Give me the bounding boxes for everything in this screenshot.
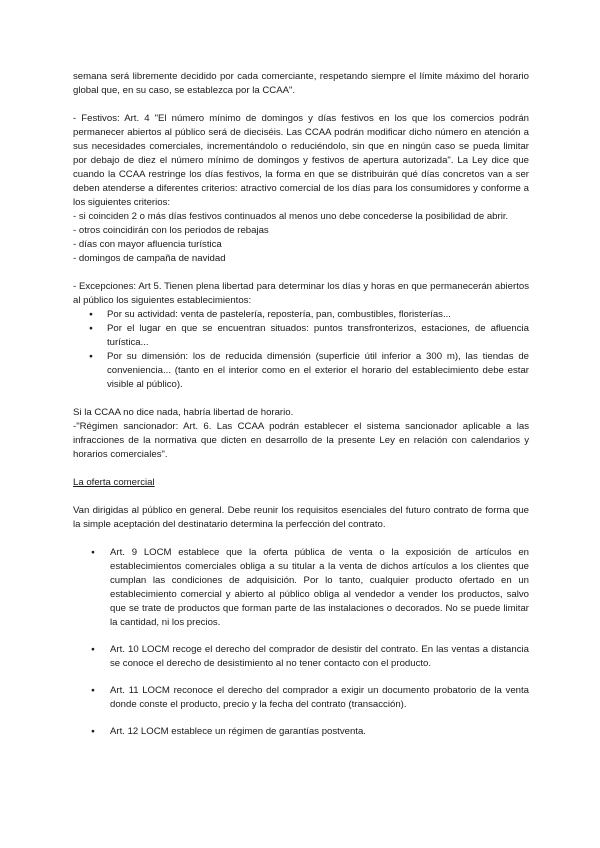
oferta-paragraph: Van dirigidas al público en general. Debe reunir los requisitos esenciales del futuro contrato de forma que la simple aceptación del destinatario determina la perfección del contrato. xyxy=(73,505,529,530)
criteria-item: - días con mayor afluencia turística xyxy=(73,239,222,250)
intro-paragraph: semana será libremente decidido por cada comerciante, respetando siempre el límite máximo del horario global que, en su caso, se establezca por la CCAA". xyxy=(73,71,529,96)
festivos-criteria-list xyxy=(73,210,529,266)
festivos-paragraph: - Festivos: Art. 4 "El número mínimo de domingos y días festivos en los que los comercios podrán permanecer abiertos al público será de dieciséis. Las CCAA podrán modificar dicho número en atención a sus necesidades comerciales, incrementándolo o reduciéndolo, sin que en ningún caso se pueda limitar por debajo de diez el número mínimo de domingos y festivos de apertura autorizada". La Ley dice que cuando la CCAA restringe los días festivos, la forma en que se distribuirán qué días concretos van a ser deben atenderse a diferentes criterios: atractivo comercial de los días para los consumidores y conforme a los siguientes criterios: xyxy=(73,113,529,208)
list-item: ● Por el lugar en que se encuentran situados: puntos transfronterizos, estaciones, de afluencia turística... xyxy=(73,322,529,350)
criteria-item: - otros coincidirán con los periodos de rebajas xyxy=(73,225,269,236)
list-item: ● Art. 10 LOCM recoge el derecho del comprador de desistir del contrato. En las ventas a distancia se conoce el derecho de desistimiento al no tener contacto con el producto. xyxy=(73,643,529,671)
list-item: ● Por su actividad: venta de pastelería, repostería, pan, combustibles, floristerías... xyxy=(73,308,529,322)
list-item: ● Art. 9 LOCM establece que la oferta pública de venta o la exposición de artículos en establecimientos comerciales obliga a su titular a la venta de dichos artículos a los clientes que cumplan las condiciones de adquisición. Por lo tanto, cualquier producto ofertado en un establecimiento comercial y abierto al público obliga al vendedor a vender los productos, salvo que se trate de productos que forman parte de las instalaciones o decorados. No se puede limitar la cantidad, ni los precios. xyxy=(73,546,529,630)
sancionador-paragraph: -"Régimen sancionador: Art. 6. Las CCAA podrán establecer el sistema sancionador aplicable a las infracciones de la normativa que dicten en desarrollo de la presente Ley en relación con calendarios y horarios comerciales". xyxy=(73,421,529,460)
list-item: ● Por su dimensión: los de reducida dimensión (superficie útil inferior a 300 m), las tiendas de conveniencia... (tanto en el interior como en el exterior el horario del establecimiento debe estar visible al público). xyxy=(73,350,529,392)
list-item: ● Art. 11 LOCM reconoce el derecho del comprador a exigir un documento probatorio de la venta donde conste el producto, precio y la fecha del contrato (transacción). xyxy=(73,684,529,712)
section-heading: La oferta comercial xyxy=(73,477,155,488)
list-item: ● Art. 12 LOCM establece un régimen de garantías postventa. xyxy=(73,725,529,739)
oferta-list xyxy=(73,546,529,739)
no-horario-line: Si la CCAA no dice nada, habría libertad de horario. xyxy=(73,407,294,418)
criteria-item: - si coinciden 2 o más días festivos continuados al menos uno debe concederse la posibilidad de abrir. xyxy=(73,211,509,222)
document-body xyxy=(73,70,529,752)
excepciones-paragraph: - Excepciones: Art 5. Tienen plena libertad para determinar los días y horas en que permanecerán abiertos al público los siguientes establecimientos: xyxy=(73,281,529,306)
excepciones-list xyxy=(73,308,529,392)
criteria-item: - domingos de campaña de navidad xyxy=(73,253,226,264)
